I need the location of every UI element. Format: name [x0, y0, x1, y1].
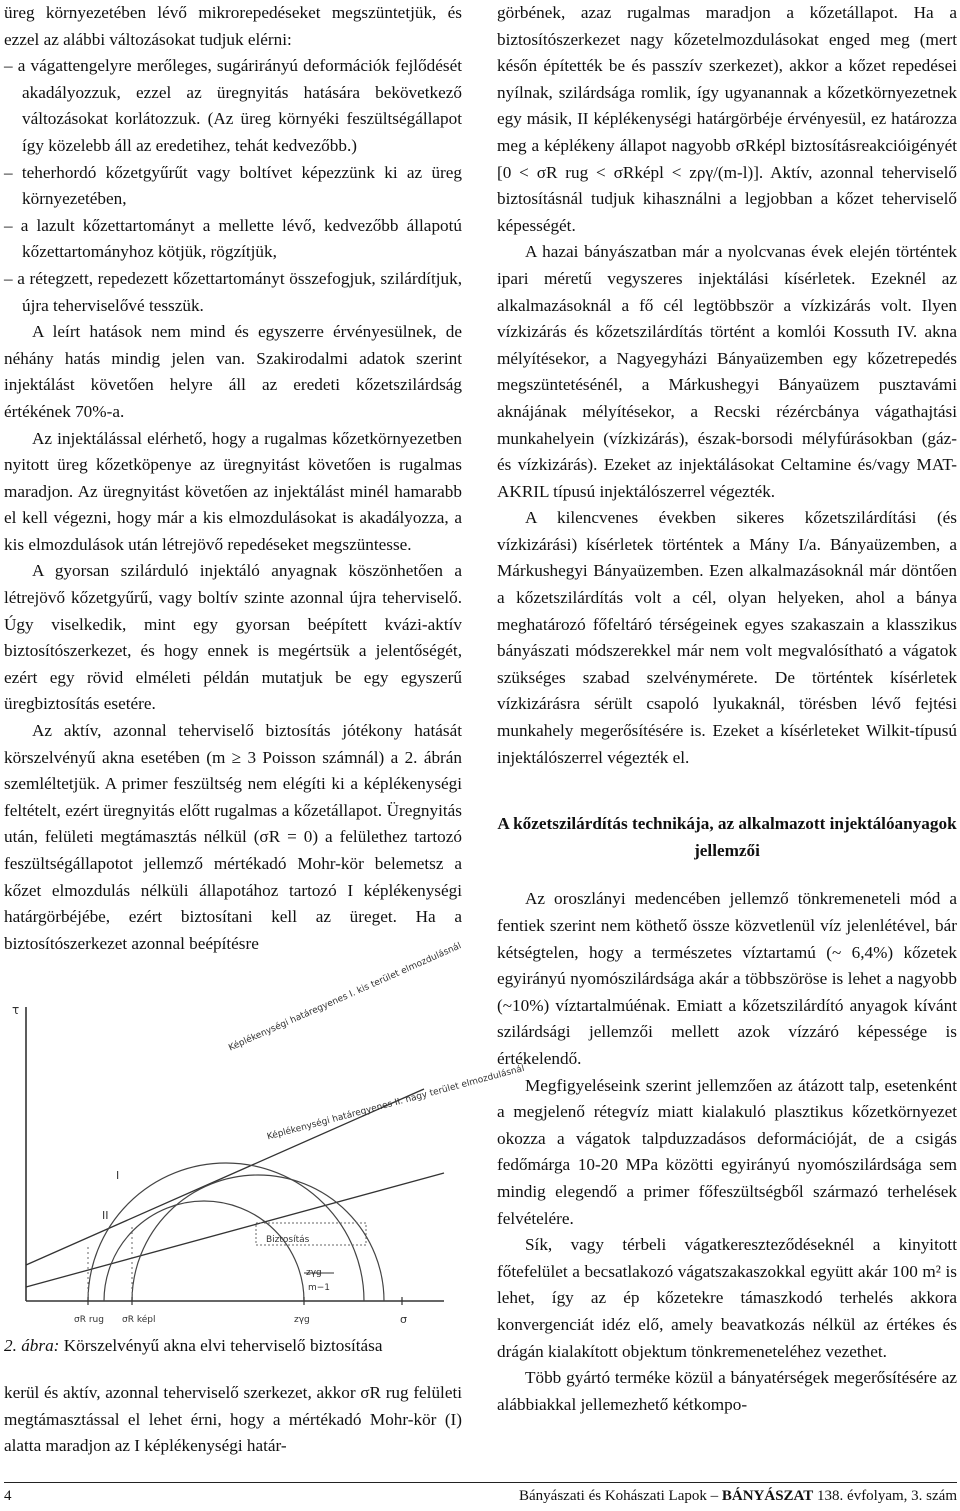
publication-info — [519, 1488, 957, 1505]
paragraph: A leírt hatások nem mind és egyszerre érvényesülnek, de néhány hatás mindig jelen van. Szakirodalmi adatok szerint injektálást követően helyre áll az eredeti kőzetszilárdság értékének 70%-a. — [4, 322, 462, 421]
section-heading: A kőzetszilárdítás technikája, az alkalmazott injektálóanyagok jellemzői — [497, 814, 957, 860]
page-footer — [4, 1488, 957, 1510]
page-number: 4 — [4, 1488, 12, 1504]
publication-prefix: Bányászati és Kohászati Lapok – — [519, 1488, 719, 1504]
footer-rule — [4, 1482, 957, 1483]
tau-label: τ — [12, 1003, 20, 1018]
left-column — [4, 0, 526, 1460]
mohr-circle-2 — [132, 1175, 384, 1301]
mohr-circle-figure — [4, 941, 526, 1327]
paragraph: Több gyártó terméke közül a bányatérségek megerősítésére az alábbiakkal jellemezhető kétkompo- — [497, 1368, 957, 1414]
list-item: – a vágattengelyre merőleges, sugárirányú deformációk fejlődését akadályozzuk, ezzel az üregnyitás hatására bekövetkező változásokat korlátozzuk. (Az üreg környéki feszültségállapot így közelebb áll az eredetihez, tehát kedvezőbb.) — [4, 56, 462, 155]
envelope-II-label: Képlékenységi határegyenes II. nagy terület elmozdulásnál — [266, 1064, 526, 1143]
mark-I: I — [116, 1169, 120, 1183]
list-item: – teherhordó kőzetgyűrűt vagy boltívet képezzünk ki az üreg környezetében, — [4, 162, 462, 209]
figure-caption — [4, 1333, 462, 1360]
paragraph: A gyorsan szilárduló injektáló anyagnak köszönhetően a létrejövő kőzetgyűrű, vagy boltív szinte azonnal újra teherviselő. Úgy viselkedik, mint egy gyorsan beépített kvázi-aktív biztosítószerkezet, és hogy ennek is megértsük a jelentőségét, ezért egy rövid elméleti példán mutatjuk be egy egyszerű üregbiztosítás esetére. — [4, 561, 462, 714]
paragraph: A hazai bányászatban már a nyolcvanas évek elején történtek ipari méretű vegyszeres injektálási kísérletek. Ezeknél az alkalmazásoknál a fő cél legtöbbször a vízkizárás volt. Ilyen vízkizárás és kőzetszilárdítás történt a komlói Kossuth IV. akna mélyítésekor, a Nagyegyházi Bányaüzemben egy kőzetrepedés megszüntetésénél, a Márkushegyi Bányaüzem pusztavámi aknájának mélyítésekor, a Recski rézércbánya vágathajtási munkahelyein (vízkizárás), észak-borsodi mélyfúrásokban (gáz- és vízkizárás). Ezeket az injektálásokat Celtamine és/vagy MAT-AKRIL típusú injektálószerrel végezték. — [497, 242, 957, 501]
paragraph: Az injektálással elérhető, hogy a rugalmas kőzetkörnyezetben nyitott üreg kőzetköpenye az üregnyitást követően is rugalmas maradjon. Az üregnyitást követően az injektálást minél hamarabb el kell végezni, hogy már a kis elmozdulásokat is akadályozza, a kis elmozdulások után létrejövő repedéseket megszüntesse. — [4, 428, 462, 554]
x-label-sigma-r-kepl: σR képl — [122, 1315, 156, 1326]
caption-number: 2. ábra: — [4, 1336, 60, 1356]
publication-suffix: 138. évfolyam, 3. szám — [817, 1488, 957, 1504]
x-label-sigma-r-rug: σR rug — [74, 1315, 104, 1326]
x-label-zgg: zγg — [294, 1315, 310, 1326]
fraction-numerator: zγg — [306, 1268, 322, 1279]
paragraph: kerül és aktív, azonnal teherviselő szerkezet, akkor σR rug felületi megtámasztással el lehet érni, hogy a mértékadó Mohr-kör (I) alatta maradjon az I képlékenységi határ- — [4, 1382, 462, 1456]
paragraph: üreg környezetében lévő mikrorepedéseket megszüntetjük, és ezzel az alábbi változásokat tudjuk elérni: — [4, 3, 462, 49]
fraction-denominator: m−1 — [308, 1283, 331, 1294]
paragraph: Az aktív, azonnal teherviselő biztosítás jótékony hatását körszelvényű akna esetében (m ≥ 3 Poisson számnál) a 2. ábrán szemléltetjük. A primer feszültség nem elégíti ki a képlékenységi feltételt, ezért üregnyitás előtt rugalmas a kőzetállapot. Üregnyitás után, felületi megtámasztás nélkül (σR = 0) a felülethez tartozó feszültségállapotot jellemző mértékadó Mohr-kör belemetsz a kőzet elmozdulás nélküli állapotához tartozó I képlékenységi határgörbéjébe, ezért biztosítani kell az üreget. Ha a biztosítószerkezet azonnal beépítésre — [4, 721, 462, 953]
list-item: – a lazult kőzettartományt a mellette lévő, kedvezőbb állapotú kőzettartományhoz kötjük, rögzítjük, — [4, 215, 462, 262]
right-column — [497, 0, 957, 1418]
paragraph: Az oroszlányi medencében jellemző tönkremeneteli mód a fentiek szerint nem köthető össze közvetlenül víz jelenlétével, bár kétségtelen, hogy a természetes víztartamú (~ 6,4%) kőzetek egyirányú nyomószilárdsága akár a többszöröse is lehet a nagyobb (~10%) víztartalmúénak. Emiatt a kőzetszilárdító anyagok kívánt szilárdsági jellemzői mellett azok vízzáró képessége is értékelendő. — [497, 889, 957, 1068]
envelope-I-label: Képlékenységi határegyenes I. kis terület elmozdulásnál — [227, 941, 463, 1054]
paragraph: Sík, vagy térbeli vágatkereszteződéseknél a kinyitott főtefelület a becsatlakozó vágatszakaszokkal együtt akár 100 m² is lehet, így az ép kőzetekre támaszkodó terhelés akkora konvergenciát idéz elő, amely beavatkozás nélkül az értékes és drágán kialakított objektum tönkremeneteléhez vezethet. — [497, 1235, 957, 1361]
paragraph: görbének, azaz rugalmas maradjon a kőzetállapot. Ha a biztosítószerkezet nagy kőzetelmozdulásokat enged meg (mert későn építették be és passzív szerkezet), akkor a kőzet repedései nyílnak, szilárdsága romlik, így ugyanannak a kőzetkörnyezetnek egy másik, II képlékenységi határgörbéje érvényesül, ez határozza meg a képlékeny állapot nagyobb σRképl biztosításreakcióigényét [0 < σR rug < σRképl < zργ/(m-l)]. Aktív, azonnal teherviselő biztosításnál tudjuk kihasználni a legjobban a kőzet teherviselő képességét. — [497, 3, 957, 235]
envelope-line-II — [26, 1173, 444, 1287]
mark-II: II — [102, 1209, 109, 1223]
biztositas-label: Biztosítás — [266, 1235, 310, 1246]
list-item: – a rétegzett, repedezett kőzettartományt összefogjuk, szilárdítjuk, újra teherviselővé tesszük. — [4, 268, 462, 315]
caption-text: Körszelvényű akna elvi teherviselő biztosítása — [63, 1336, 383, 1356]
publication-brand: BÁNYÁSZAT — [721, 1488, 814, 1504]
x-label-sigma: σ — [400, 1313, 407, 1327]
paragraph: A kilencvenes években sikeres kőzetszilárdítási (és vízkizárási) kísérletek történtek a Mány I/a. Bányaüzemben, a Márkushegyi Bányaüzemben. Ezen alkalmazásoknál már döntően a kőzetszilárdítás volt a cél, olyan helyeken, ahol a bánya meghatározó főfeltáró térségeinek egyes szakaszain a klasszikus bányászati módszerekkel már nem volt megvalósítható a vágatok szükséges szabad szelvénymérete. De történtek kísérletek vízkizárásra sérült csapoló lyukaknál, törésben lévő fejtési munkahely megerősítésére is. Ezeket a kísérleteket Wilkit-típusú injektálószerrel végezték el. — [497, 508, 957, 767]
paragraph: Megfigyeléseink szerint jellemzően az átázott talp, esetenként a megjelenő rétegvíz miatt kialakuló plasztikus kőzetkörnyezet okozza a vágatok talpduzzadásos deformációját, de a csigás fedőmárga 10-20 MPa közötti egyirányú nyomószilárdsága sem mindig elegendő a primer főfeszültségből származó terhelések felvételére. — [497, 1075, 957, 1228]
